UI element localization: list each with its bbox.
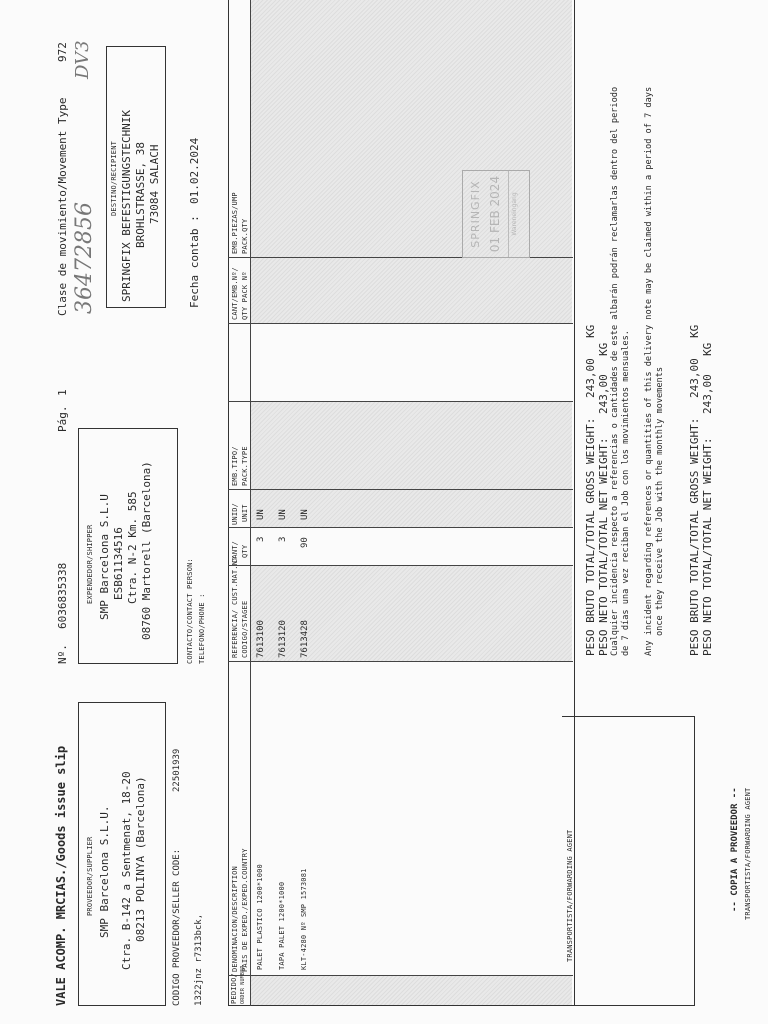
note-en-line-1: Any incident regarding references or quantities of this delivery note may be claimed within a period of 7 days [644, 86, 654, 656]
handwritten-number: 36472856 [72, 202, 97, 314]
copy-net-weight-unit: KG [701, 342, 714, 356]
supplier-label: PROVEEDOR/SUPPLIER [86, 836, 94, 916]
copy-gross-weight-unit: KG [688, 324, 701, 338]
supplier-line-3: 08213 POLINYA (Barcelona) [134, 776, 147, 942]
col-divider [228, 975, 573, 976]
row-1-description: PALET PLASTICO 1200*1000 [256, 864, 264, 970]
header-order-top: PEDIDO/ [230, 973, 238, 1004]
document-title: VALE ACOMP. MRCIAS./Goods issue slip [54, 745, 68, 1006]
header-unit-top: UNID/ [231, 502, 239, 525]
stamp-note: Wareneingang [508, 171, 518, 257]
receiving-stamp [462, 170, 530, 258]
copy-net-weight: 243,00 [701, 374, 714, 414]
shipper-line-3: Ctra. N-2 Km. 585 [126, 491, 139, 604]
header-desc-bottom: PAIS DE EXPED./EXPED.COUNTRY [241, 848, 249, 972]
recipient-line-2: BROHLSTRASSE, 38 [134, 142, 147, 248]
table-header-divider [250, 0, 251, 1006]
seller-code-label: CODIGO PROVEEDOR/SELLER CODE: [172, 848, 182, 1006]
posting-date-label: Fecha contab : [188, 215, 201, 308]
supplier-line-2: Ctra. B-142 a Sentmenat, 18-20 [120, 771, 133, 970]
header-qty-bottom: QTY [241, 544, 249, 558]
posting-date: 01.02.2024 [188, 137, 201, 204]
header-packqty-top: CANT/EMB.Nº/ [231, 267, 239, 320]
pack-columns-shade [250, 0, 572, 324]
header-unit-bottom: UNIT [241, 504, 249, 522]
header-qty-top: CANT/ [231, 540, 239, 563]
ref-column-shade [250, 566, 572, 662]
movement-type-label: Clase de movimiento/Movement Type [56, 97, 69, 316]
copy-gross-weight-label: PESO BRUTO TOTAL/TOTAL GROSS WEIGHT: [688, 417, 701, 656]
header-order-bottom: ORDER NUMBER [240, 965, 246, 1004]
gross-weight-label: PESO BRUTO TOTAL/TOTAL GROSS WEIGHT: [584, 417, 597, 656]
copy-to-supplier: -- COPIA A PROVEEDOR -- [730, 787, 740, 912]
header-ref-top: REFERENCIA/ CUST.MAT.Nº [231, 556, 239, 658]
net-weight-label: PESO NETO TOTAL/TOTAL NET WEIGHT: [597, 437, 610, 656]
col-divider [228, 489, 573, 490]
stamp-date: 01 FEB 2024 [488, 175, 502, 253]
note-es-line-1: Cualquier incidencia respecto a referencias o cantidades de este albarán podrán reclamarlas dentro del periodo [610, 86, 620, 656]
row-1-reference: 7613100 [256, 620, 266, 658]
row-3-unit: UN [300, 509, 310, 520]
row-3-reference: 7613428 [300, 620, 310, 658]
shipper-line-1: SMP Barcelona S.L.U [98, 494, 111, 620]
shipper-label: EXPENDEDOR/SHIPPER [86, 524, 94, 604]
row-3-description: KLT-4280 Nº SMP 1573081 [300, 868, 308, 970]
contact-label: CONTACTO/CONTACT PERSON: [186, 558, 194, 664]
row-1-qty: 3 [256, 536, 266, 542]
forwarding-agent-label: TRANSPORTISTA/FORWARDING AGENT [566, 829, 574, 962]
col-divider [228, 527, 573, 528]
seller-code: 22501939 [172, 748, 182, 792]
row-3-qty: 90 [300, 537, 310, 548]
header-packtype-top: EMB.TIPO/ [231, 446, 239, 486]
row-2-qty: 3 [278, 536, 288, 542]
col-divider [228, 323, 573, 324]
page-number: 1 [56, 389, 69, 396]
row-1-unit: UN [256, 509, 266, 520]
copy-gross-weight: 243,00 [688, 358, 701, 398]
note-es-line-2: de 7 días una vez reciban el Job con los movimientos mensuales. [621, 330, 631, 656]
col-divider [228, 565, 573, 566]
note-en-line-2: once they receive the Job with the monthly movements [655, 366, 665, 636]
col-divider [228, 401, 573, 402]
recipient-label: DESTINO/RECIPIENT [110, 140, 118, 216]
header-desc-top: DENOMINACION/DESCRIPTION [231, 866, 239, 972]
doc-number-label: Nº. [56, 644, 69, 664]
gross-weight-unit: KG [584, 324, 597, 338]
header-pieces-top: EMB.PIEZAS/UMP [231, 192, 239, 254]
unit-packtype-shade [250, 402, 572, 528]
net-weight: 243,00 [597, 374, 610, 414]
supplier-ref: 1322jnz r7313bck, [194, 913, 204, 1006]
header-pieces-bottom: PACK.QTY [241, 218, 249, 254]
forwarding-agent-box [562, 716, 695, 1006]
shipper-line-2: ESB61134516 [112, 527, 125, 600]
gross-weight: 243,00 [584, 358, 597, 398]
header-packqty-bottom: QTY PACK Nº [241, 271, 249, 320]
doc-number: 6036835338 [56, 562, 69, 629]
row-2-reference: 7613120 [278, 620, 288, 658]
header-packtype-bottom: PACK.TYPE [241, 446, 249, 486]
copy-net-weight-label: PESO NETO TOTAL/TOTAL NET WEIGHT: [701, 437, 714, 656]
supplier-line-1: SMP Barcelona S.L.U. [98, 805, 111, 938]
movement-type: 972 [56, 42, 69, 62]
header-ref-bottom: CODIGO/STAGEE [241, 600, 249, 658]
phone-label: TELEFONO/PHONE : [198, 593, 206, 664]
row-2-description: TAPA PALET 1200*1000 [278, 881, 286, 970]
col-divider [228, 661, 573, 662]
copy-forwarding-agent-label: TRANSPORTISTA/FORWARDING AGENT [744, 787, 752, 920]
order-column-shade [250, 976, 572, 1005]
stamp-company: SPRINGFIX [469, 180, 482, 248]
net-weight-unit: KG [597, 342, 610, 356]
row-2-unit: UN [278, 509, 288, 520]
recipient-line-3: 73084 SALACH [148, 144, 161, 224]
recipient-line-1: SPRINGFIX BEFESTIGUNGSTECHNIK [120, 109, 133, 302]
shipper-line-4: 08760 Martorell (Barcelona) [140, 461, 153, 640]
page-label: Pág. [56, 405, 69, 432]
handwritten-code: DV3 [72, 40, 93, 79]
